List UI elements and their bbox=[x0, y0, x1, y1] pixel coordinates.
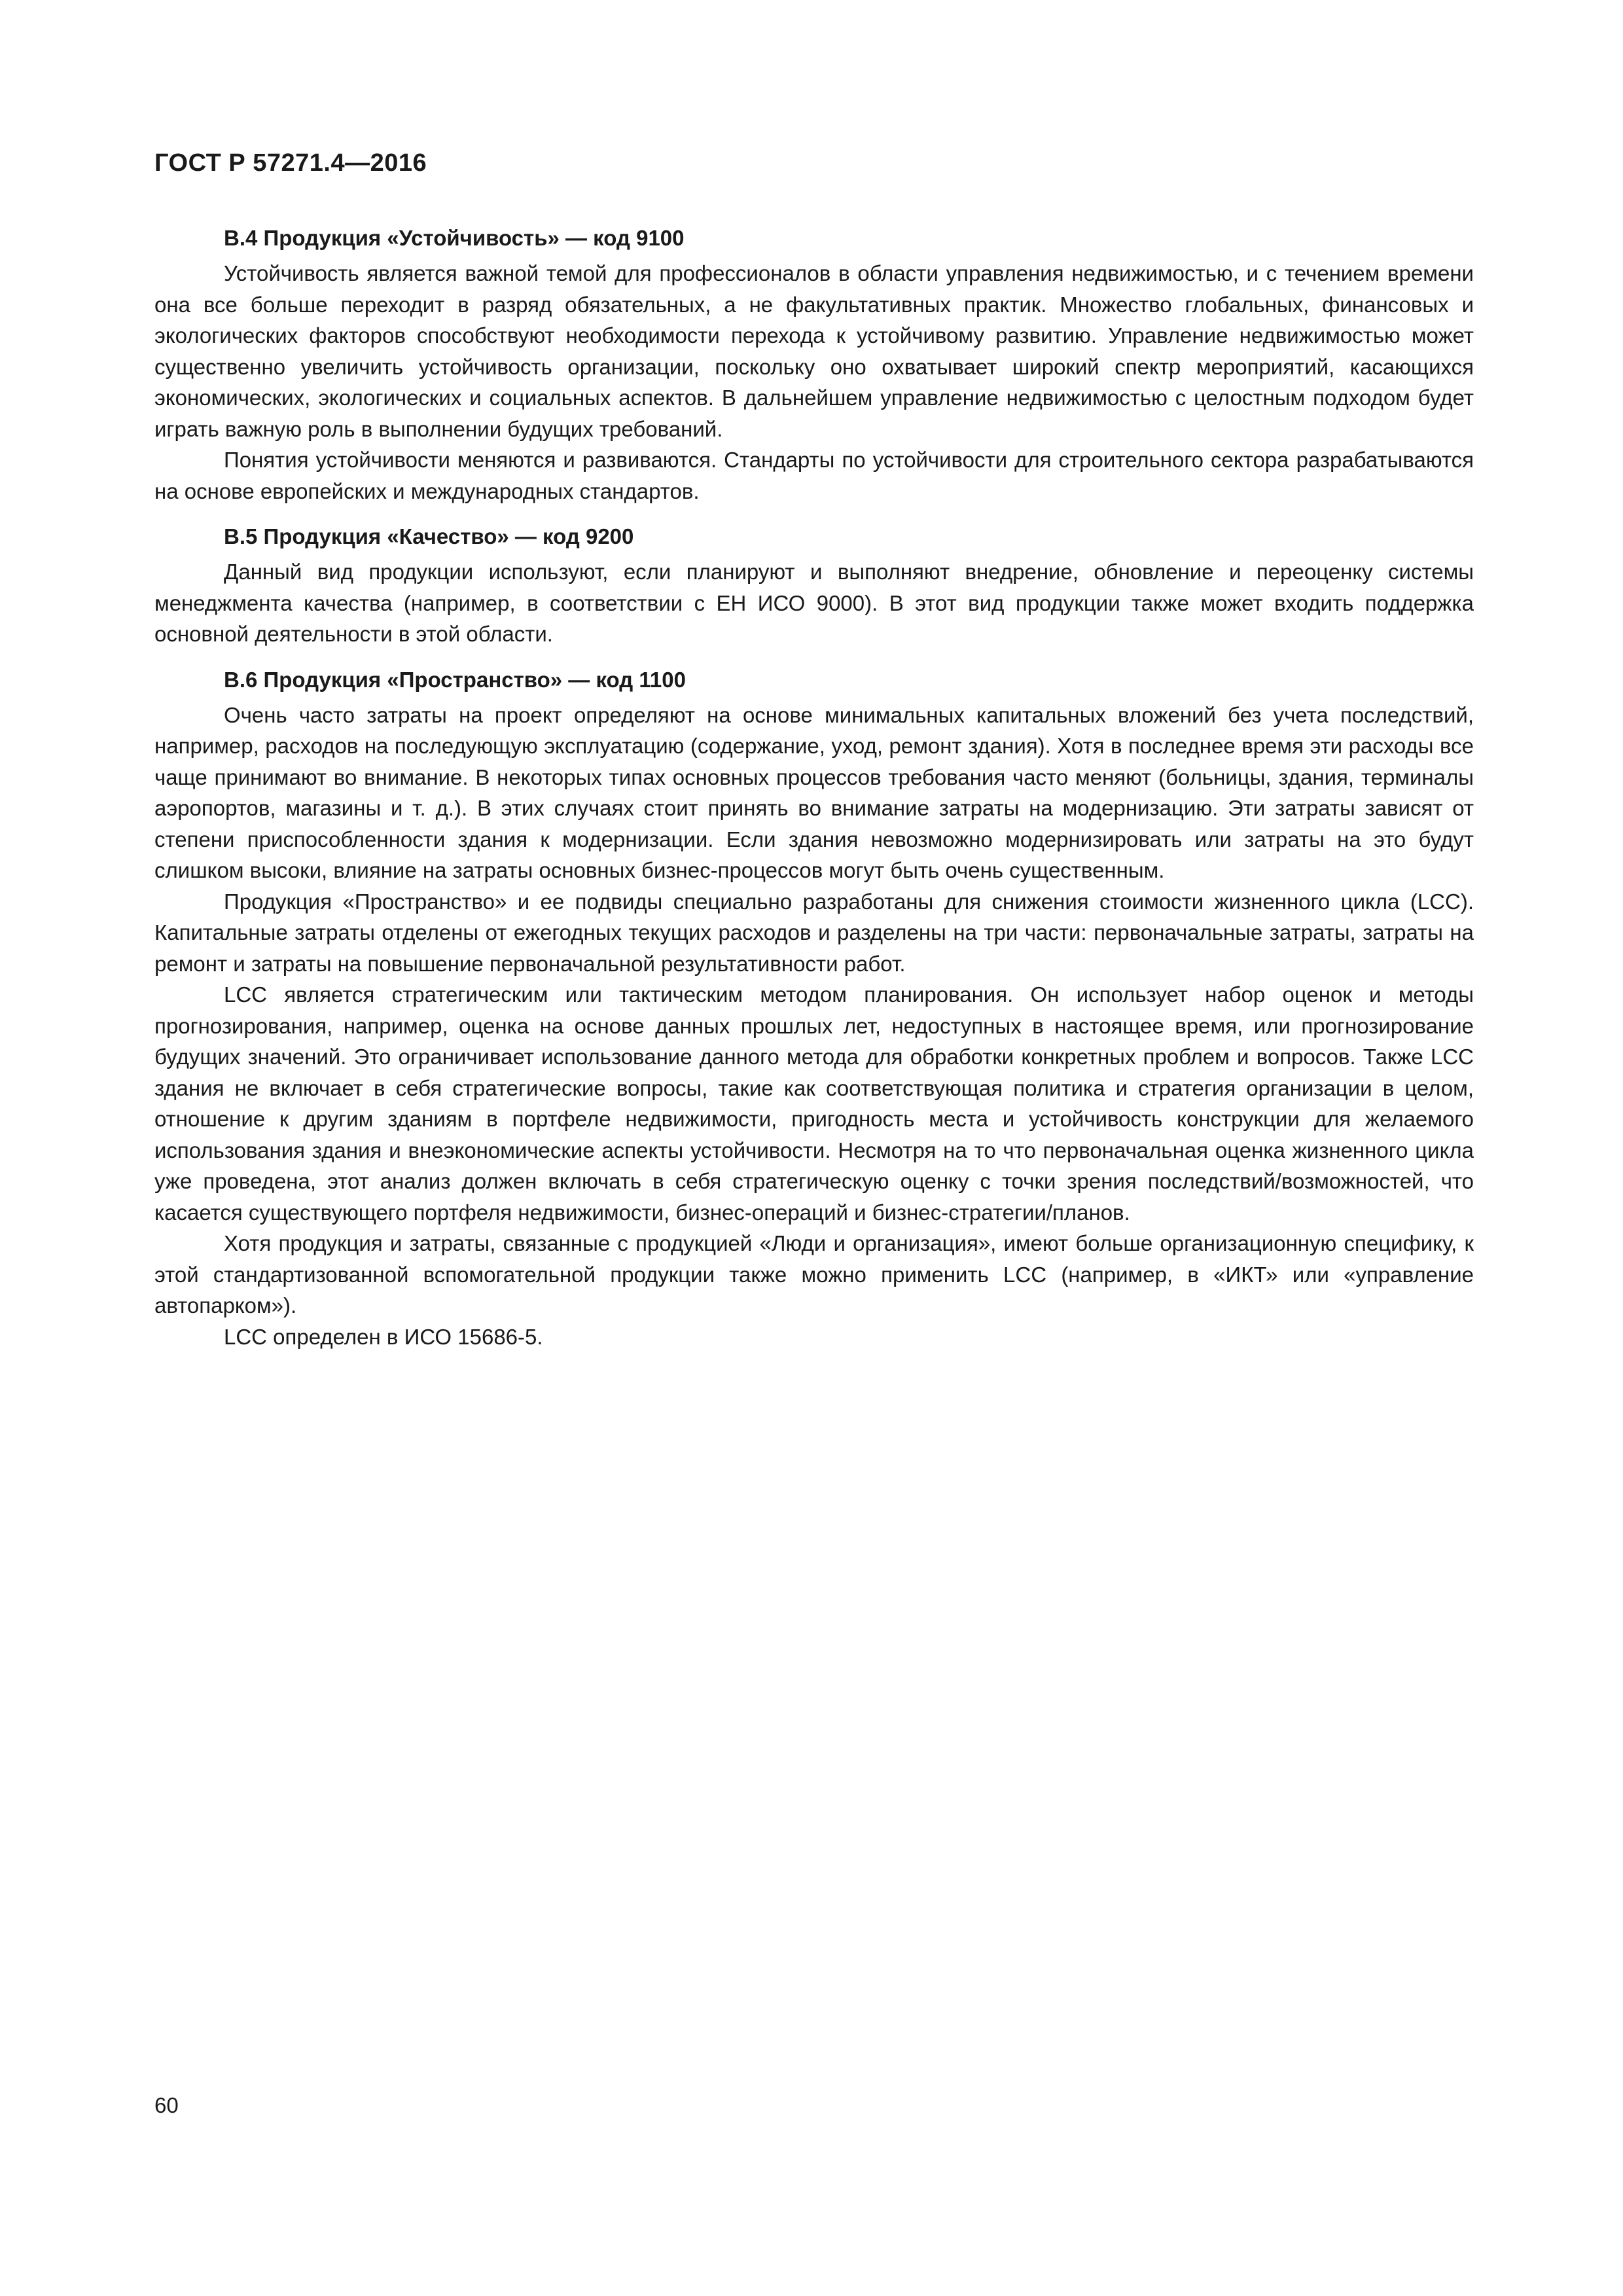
section-heading: В.6 Продукция «Пространство» — код 1100 bbox=[224, 667, 686, 692]
section-b5 bbox=[154, 521, 1474, 650]
section-heading: В.5 Продукция «Качество» — код 9200 bbox=[224, 524, 634, 548]
section-b4 bbox=[154, 223, 1474, 507]
document-code-header: ГОСТ Р 57271.4—2016 bbox=[154, 149, 427, 177]
paragraph: Хотя продукция и затраты, связанные с продукцией «Люди и организация», имеют больше организационную специфику, к этой стандартизованной вспомогательной продукции также можно применить LCC (например, в «ИКТ» или «управление автопарком»). bbox=[154, 1231, 1474, 1318]
section-heading: В.4 Продукция «Устойчивость» — код 9100 bbox=[224, 226, 685, 250]
paragraph: LCC является стратегическим или тактическим методом планирования. Он использует набор оценок и методы прогнозирования, например, оценка на основе данных прошлых лет, недоступных в настоящее время, или прогнозирование будущих значений. Это ограничивает использование данного метода для обработки конкретных проблем и вопросов. Также LCC здания не включает в себя стратегические вопросы, такие как соответствующая политика и стратегия организации в целом, отношение к другим зданиям в портфеле недвижимости, пригодность места и устойчивость конструкции для желаемого использования здания и внеэкономические аспекты устойчивости. Несмотря на то что первоначальная оценка жизненного цикла уже проведена, этот анализ должен включать в себя стратегическую оценку с точки зрения последствий/возможностей, что касается существующего портфеля недвижимости, бизнес-операций и бизнес-стратегии/планов. bbox=[154, 982, 1474, 1225]
paragraph: LCC определен в ИСО 15686-5. bbox=[224, 1324, 543, 1349]
paragraph: Устойчивость является важной темой для профессионалов в области управления недвижимостью, и с течением времени она все больше переходит в разряд обязательных, а не факультативных практик. Множество глобальных, финансовых и экологических факторов способствуют необходимости перехода к устойчивому развитию. Управление недвижимостью может существенно увеличить устойчивость организации, поскольку оно охватывает широкий спектр мероприятий, касающихся экономических, экологических и социальных аспектов. В дальнейшем управление недвижимостью с целостным подходом будет играть важную роль в выполнении будущих требований. bbox=[154, 261, 1474, 441]
paragraph: Продукция «Пространство» и ее подвиды специально разработаны для снижения стоимости жизненного цикла (LCC). Капитальные затраты отделены от ежегодных текущих расходов и разделены на три части: первоначальные затраты, затраты на ремонт и затраты на повышение первоначальной результативности работ. bbox=[154, 889, 1474, 976]
section-b6 bbox=[154, 664, 1474, 1353]
paragraph: Очень часто затраты на проект определяют на основе минимальных капитальных вложений без учета последствий, например, расходов на последующую эксплуатацию (содержание, уход, ремонт здания). Хотя в последнее время эти расходы все чаще принимают во внимание. В некоторых типах основных процессов требования часто меняют (больницы, здания, терминалы аэропортов, магазины и т. д.). В этих случаях стоит принять во внимание затраты на модернизацию. Эти затраты зависят от степени приспособленности здания к модернизации. Если здания невозможно модернизировать или затраты на это будут слишком высоки, влияние на затраты основных бизнес-процессов могут быть очень существенным. bbox=[154, 702, 1474, 882]
paragraph: Понятия устойчивости меняются и развиваются. Стандарты по устойчивости для строительного сектора разрабатываются на основе европейских и международных стандартов. bbox=[154, 448, 1474, 503]
document-body bbox=[154, 223, 1474, 1352]
paragraph: Данный вид продукции используют, если планируют и выполняют внедрение, обновление и переоценку системы менеджмента качества (например, в соответствии с ЕН ИСО 9000). В этот вид продукции также может входить поддержка основной деятельности в этой области. bbox=[154, 560, 1474, 646]
page-number: 60 bbox=[154, 2093, 179, 2117]
